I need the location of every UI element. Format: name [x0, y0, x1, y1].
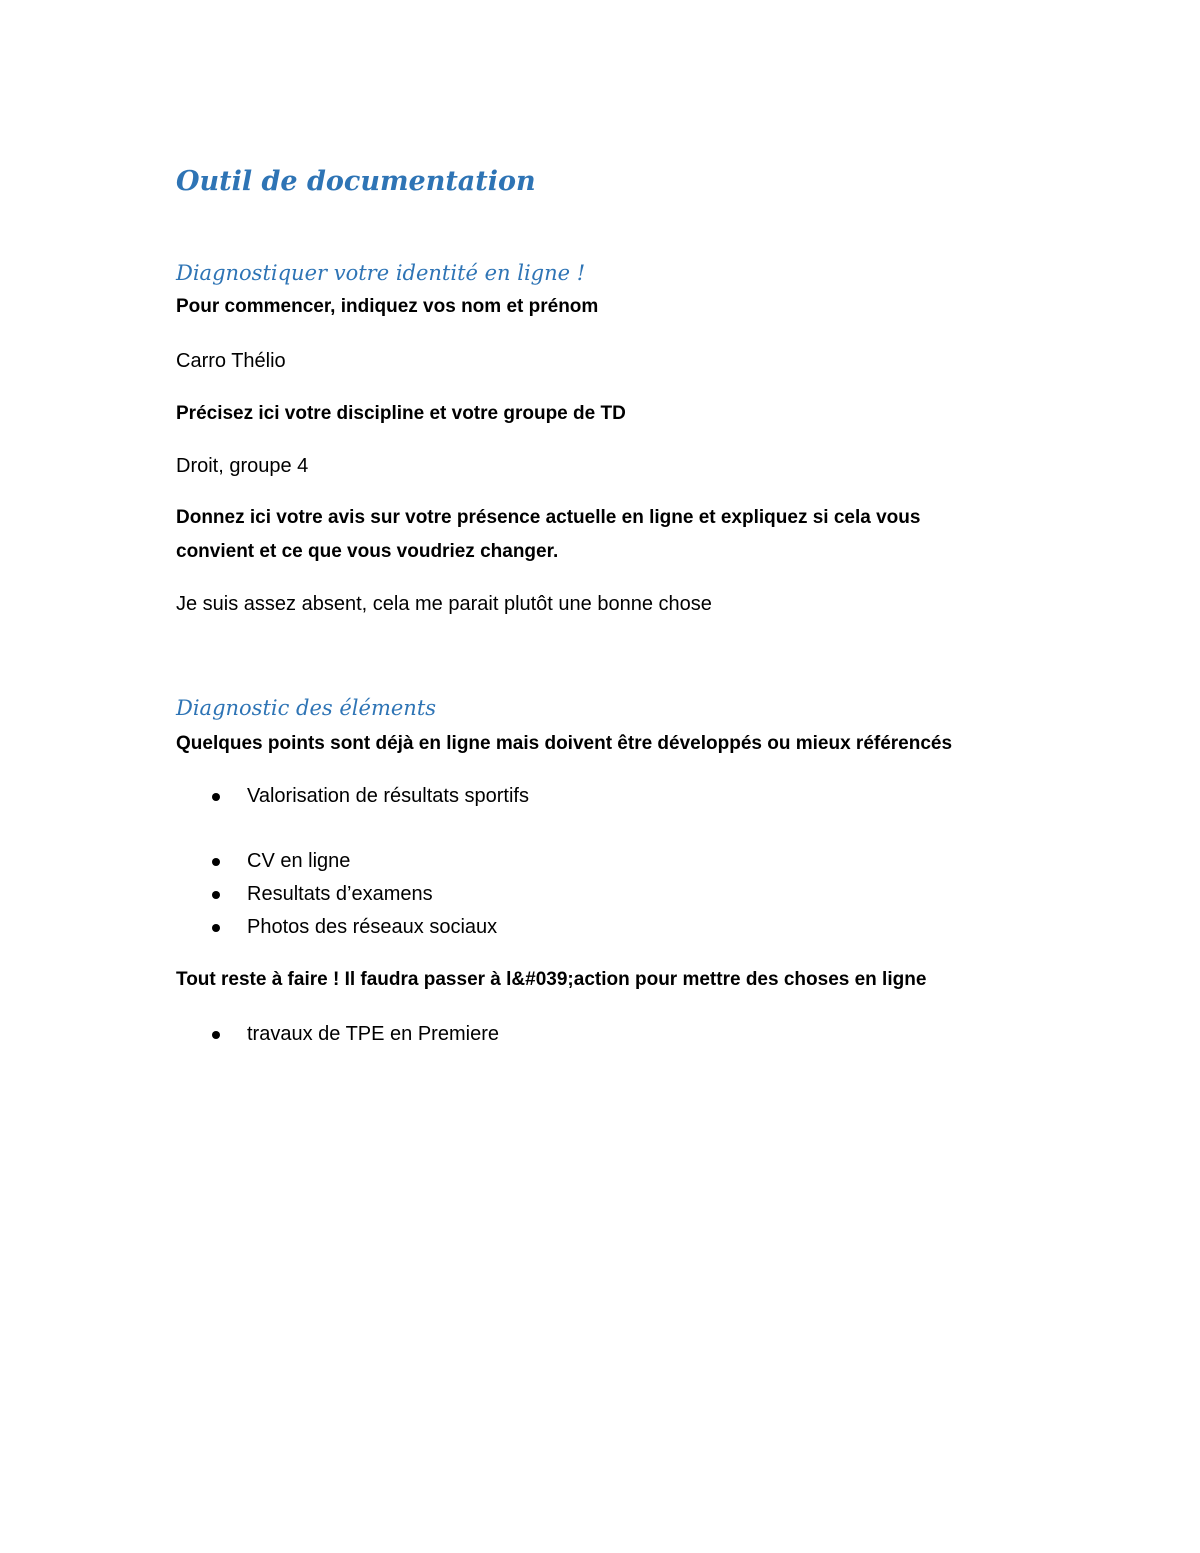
list-item-label: travaux de TPE en Premiere — [247, 1023, 499, 1045]
list-item-label: Resultats d’examens — [247, 883, 433, 905]
question-presence-line2: convient et ce que vous voudriez changer. — [176, 541, 559, 562]
question-online-items: Quelques points sont déjà en ligne mais doivent être développés ou mieux référencés — [176, 733, 953, 754]
question-todo-items: Tout reste à faire ! Il faudra passer à l&#039;action pour mettre des choses en ligne — [176, 969, 927, 990]
section-heading-elements: Diagnostic des éléments — [176, 696, 437, 720]
answer-discipline: Droit, groupe 4 — [176, 455, 309, 477]
question-presence-line1: Donnez ici votre avis sur votre présence actuelle en ligne et expliquez si cela vous — [176, 507, 921, 528]
question-name: Pour commencer, indiquez vos nom et prénom — [176, 296, 599, 317]
list-item-label: Photos des réseaux sociaux — [247, 916, 498, 938]
document-title: Outil de documentation — [176, 166, 536, 197]
bullet-icon — [212, 858, 220, 866]
answer-presence: Je suis assez absent, cela me parait plutôt une bonne chose — [176, 593, 712, 615]
bullet-icon — [212, 793, 220, 801]
bullet-icon — [212, 891, 220, 899]
question-discipline: Précisez ici votre discipline et votre groupe de TD — [176, 403, 626, 424]
section-heading-identity: Diagnostiquer votre identité en ligne ! — [176, 261, 586, 285]
list-item-label: CV en ligne — [247, 850, 351, 872]
bullet-icon — [212, 1031, 220, 1039]
list-item-label: Valorisation de résultats sportifs — [247, 785, 529, 807]
answer-name: Carro Thélio — [176, 350, 286, 372]
bullet-icon — [212, 924, 220, 932]
